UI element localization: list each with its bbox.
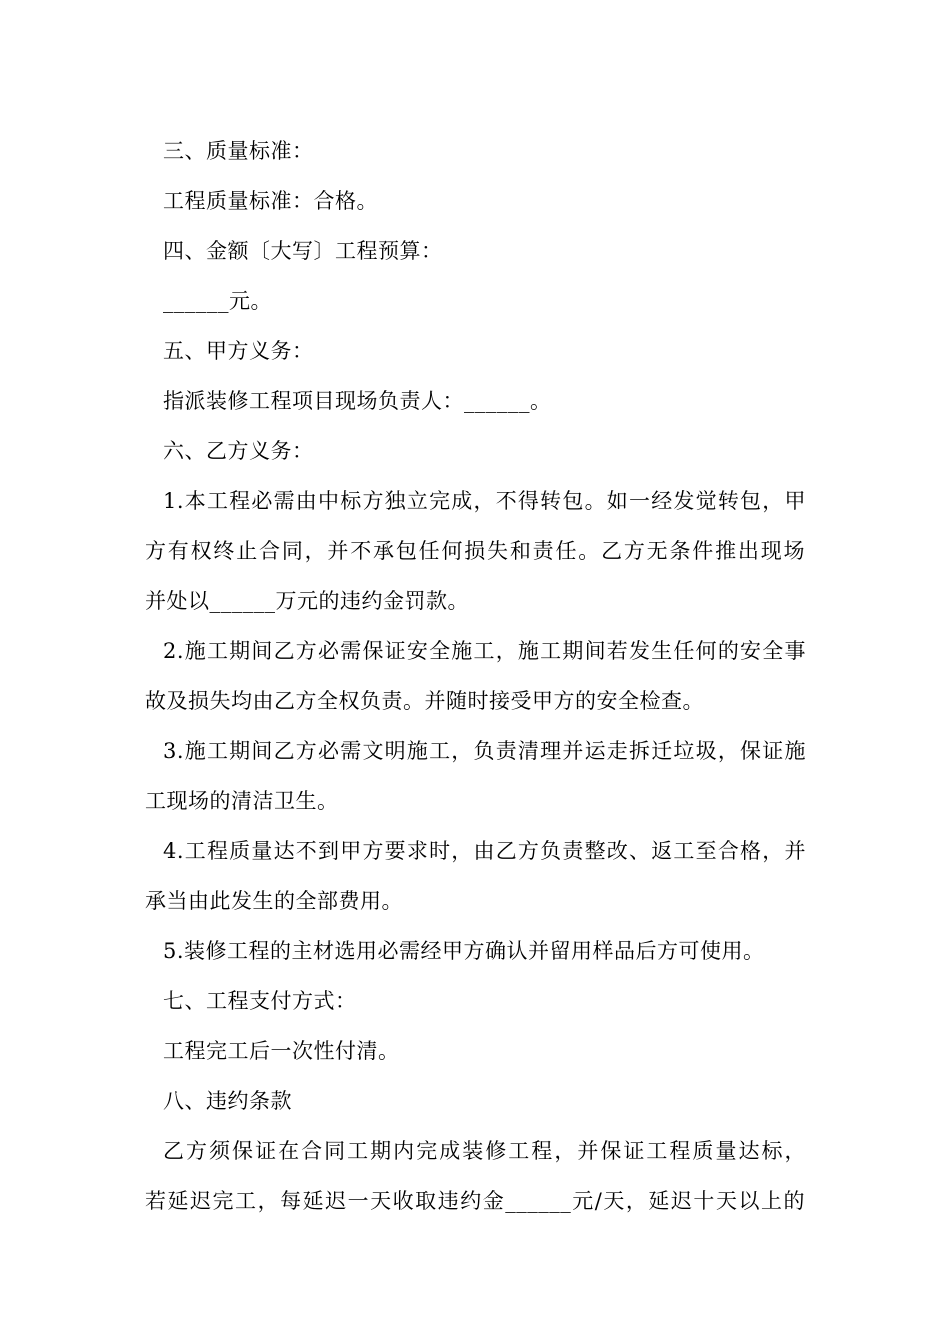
- breach-clause-line-2: 若延迟完工，每延迟一天收取违约金______元/天，延迟十天以上的: [145, 1189, 805, 1213]
- clause-1-line-1: 1.本工程必需由中标方独立完成，不得转包。如一经发觉转包，甲: [163, 489, 806, 513]
- section-heading-payment: 七、工程支付方式：: [163, 989, 357, 1013]
- section-heading-quality: 三、质量标准：: [163, 139, 314, 163]
- clause-2-line-1: 2.施工期间乙方必需保证安全施工，施工期间若发生任何的安全事: [163, 639, 806, 663]
- paragraph-payment-method: 工程完工后一次性付清。: [163, 1039, 400, 1063]
- clause-1-line-2: 方有权终止合同，并不承包任何损失和责任。乙方无条件推出现场: [145, 539, 805, 563]
- clause-3-line-2: 工现场的清洁卫生。: [145, 789, 339, 813]
- clause-5: 5.装修工程的主材选用必需经甲方确认并留用样品后方可使用。: [163, 939, 765, 963]
- clause-4-line-1: 4.工程质量达不到甲方要求时，由乙方负责整改、返工至合格，并: [163, 839, 806, 863]
- paragraph-quality-standard: 工程质量标准：合格。: [163, 189, 378, 213]
- section-heading-breach: 八、违约条款: [163, 1089, 292, 1113]
- breach-clause-line-1: 乙方须保证在合同工期内完成装修工程，并保证工程质量达标，: [163, 1139, 806, 1163]
- clause-4-line-2: 承当由此发生的全部费用。: [145, 889, 403, 913]
- section-heading-amount: 四、金额〔大写〕工程预算：: [163, 239, 443, 263]
- clause-1-line-3: 并处以______万元的违约金罚款。: [145, 589, 469, 613]
- section-heading-party-a: 五、甲方义务：: [163, 339, 314, 363]
- section-heading-party-b: 六、乙方义务：: [163, 439, 314, 463]
- clause-2-line-2: 故及损失均由乙方全权负责。并随时接受甲方的安全检查。: [145, 689, 704, 713]
- paragraph-party-a-duty: 指派装修工程项目现场负责人：______。: [163, 389, 552, 413]
- paragraph-amount-blank: ______元。: [163, 289, 272, 313]
- clause-3-line-1: 3.施工期间乙方必需文明施工，负责清理并运走拆迁垃圾，保证施: [163, 739, 806, 763]
